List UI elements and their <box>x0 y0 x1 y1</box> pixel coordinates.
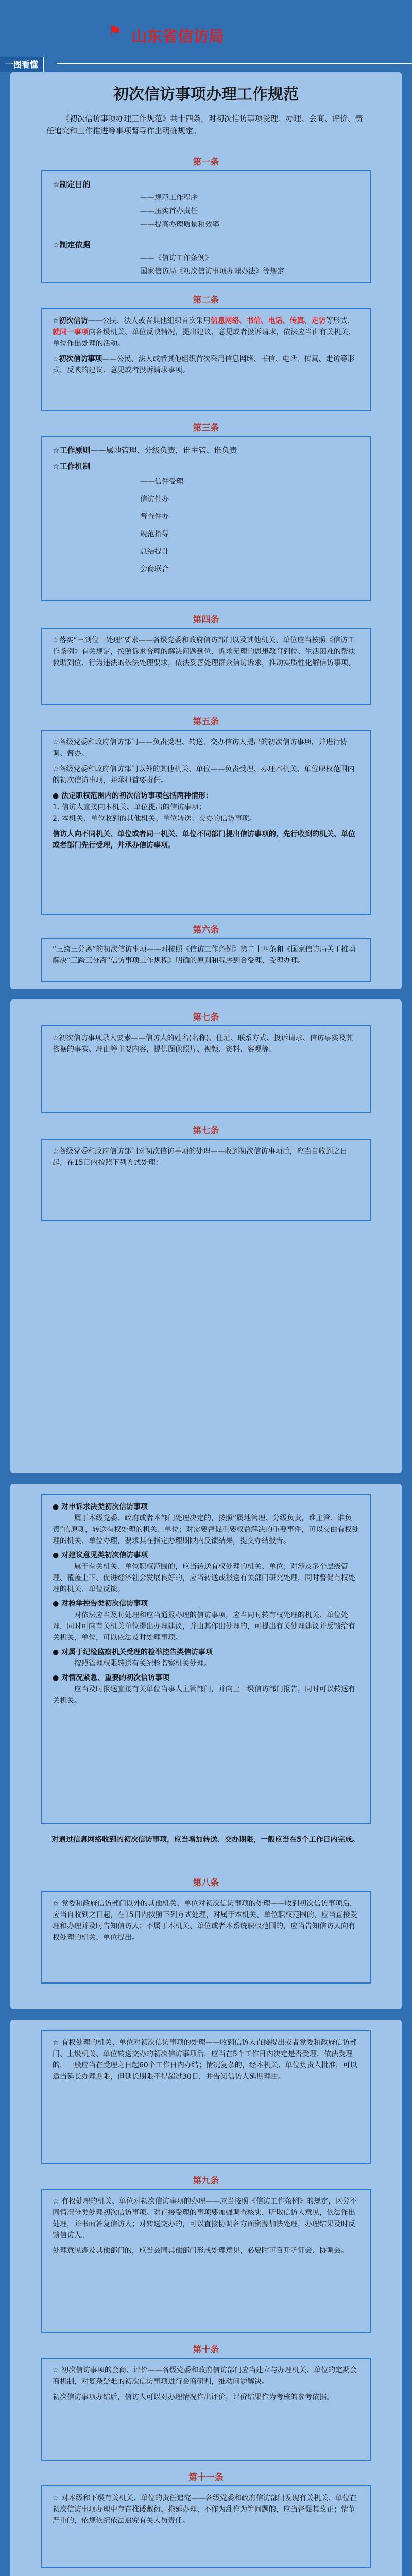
item-body: 属于有关机关、单位职权范围的，应当转送有权处理的机关、单位；对涉及多个层级管理、覆盖上下、促进经济社会发展良好的，应当转送或报送有关部门研究处理，同时督促有权处理的机关、单位反馈。 <box>53 1563 355 1594</box>
section-title: 第十条 <box>193 2345 219 2355</box>
summary-text: 对通过信息网络收到的初次信访事项，应当增加转送、交办期限，一般应当在5个工作日内完成。 <box>52 1836 359 1844</box>
def-text: 等形式， <box>325 317 355 325</box>
panel-intro <box>10 72 402 989</box>
item-body: 对依法应当及时处理和应当通报办理的信访事项，应当同时转有权处理的机关、单位处理，同时可向有关机关单位提出办理建议，并由其作出处理的，可提出有关处理建议并反馈给有关机关，单位，可以依法及时处理事项。 <box>53 1611 355 1642</box>
red-flag-icon: ⚑ <box>108 23 122 41</box>
sec10-text: 初次信访事项办结后，信访人可以对办理情况作出评价，评价结果作为考核的参考依据。 <box>53 2393 334 2401</box>
purpose-list <box>53 191 359 231</box>
list-item: ——《信访工作条例》 <box>140 254 212 262</box>
list-item: 信访件办 <box>140 495 169 503</box>
section-box <box>41 730 371 915</box>
list-item: 总结提升 <box>140 548 169 556</box>
panel-section-7 <box>10 999 402 1473</box>
section-title: 第十一条 <box>188 2472 224 2483</box>
section-title: 第三条 <box>193 423 219 433</box>
item-head: ● 对属于纪检监察机关受理的检举控告类信访事项 <box>53 1648 213 1656</box>
page-title: 初次信访事项办理工作规范 <box>113 86 299 104</box>
section-title: 第九条 <box>193 2176 219 2186</box>
principle-text: ——属地管理、分级负责，谁主管、谁负责 <box>90 446 237 455</box>
site-title: 山东省信访局 <box>131 28 224 46</box>
sec7-text: ☆初次信访事项录入要素——信访人的姓名(名称)、住址、联系方式、投诉请求、信访事实及其依据的事实、理由等主要内容，提供图像照片、视频、资料、客观等。 <box>53 1034 353 1054</box>
basis-list <box>53 251 359 278</box>
section-box <box>41 1891 371 1984</box>
section-title: 第七条 <box>193 1126 219 1136</box>
list-item: 国家信访局《初次信访事项办理办法》等规定 <box>140 267 284 276</box>
list-item: 规范指导 <box>140 530 169 538</box>
item-body: 属于本级党委、政府或者本部门处理决定的，按照“属地管理、分级负责，谁主管、谁负责”的原则，转送有权处理的机关、单位；对需要督促重要权益解决的重要事件，可以交由有权处理的机关、单位办理，要求其在指定办理期限内反馈结果，提交办结报告。 <box>53 1514 359 1545</box>
sec9-text: 处理意见涉及其他部门的，应当会同其他部门形成处理意见，必要时可召开听证会、协调会。 <box>53 2247 348 2255</box>
sec9-text: ☆ 有权处理的机关、单位对初次信访事项的处理——收到信访人直接提出或者党委和政府信访部门、上级机关、单位转送交办的初次信访事项后，应当在5个工作日内决定是否受理，依法受理的，一般应当在受理之日起60个工作日内办结；情况复杂的，经本机关、单位负责人批准，可以适当延长办理期限，但延长期限不得超过30日，并告知信访人延期理由。 <box>53 2039 357 2081</box>
item-body: 应当及时报送直接有关单位当事人主管部门，并向上一级信访部门报告，同时可以转送有关机关。 <box>53 1685 355 1705</box>
sec8-text: ☆ 党委和政府信访部门以外的其他机关、单位对初次信访事项的处理——收到初次信访事项后，应当自收到之日起，在15日内按照下列方式处理，对属于本机关、单位职权范围的，应当直接受理和办理并及时告知信访人；不属于本机关、单位或者本系统职权范围的，应当告知信访人向有权处理的机关、单位提出。 <box>53 1900 357 1942</box>
divider <box>57 63 412 64</box>
panel-sections-9-11 <box>10 2020 402 2576</box>
section-box <box>41 170 371 283</box>
sec9-text: ☆ 有权处理的机关、单位对初次信访事项的办理——应当按照《信访工作条例》的规定，区分不同情况分类处理初次信访事项。对直接受理的事项要加强调查核实，听取信访人意见，依法作出处理，并书面答复信访人；对转送交办的，可以直接协调各方面资源加快处理，办理结果及时反馈信访人。 <box>53 2197 357 2240</box>
panel-section-8 <box>10 1484 402 2009</box>
sec6-text: “三跨三分离”的初次信访事项——对按照《信访工作条例》第二十四条和《国家信访局关于推动解决“三跨三分离”信访事项工作规程》明确的原则和程序到合受理、受理办理。 <box>53 945 356 965</box>
sec7-text: ☆各级党委和政府信访部门对初次信访事项的处理——收到初次信访事项后，应当自收到之日起，在15日内按照下列方式处理： <box>53 1147 348 1167</box>
sec10-text: ☆ 初次信访事项的会商、评价——各级党委和政府信访部门应当建立与办理机关、单位的定期会商机制，对复杂疑难的初次信访事项进行会商研判，推动问题解决。 <box>53 2366 357 2386</box>
list-item: ——提高办理质量和效率 <box>140 221 219 229</box>
section-title: 第四条 <box>193 615 219 625</box>
section-box <box>41 1025 371 1113</box>
mechanism-label: ☆工作机制 <box>53 462 91 471</box>
sec11-text: ☆ 对本级和下级有关机关、单位的责任追究——各级党委和政府信访部门发现有关机关、单位在初次信访事项办理中存在推诿敷衍、拖延办理、不作为乱作为等问题的，应当督促其改正；情节严重的，依规依纪依法追究有关人员责任。 <box>53 2494 357 2525</box>
section-box <box>41 2485 371 2568</box>
list-item: ——压实首办责任 <box>140 207 198 215</box>
def-highlight: 信息网络、书信、电话、传真、走访 <box>210 317 326 325</box>
sec5-bullet: 2. 本机关、单位收到的其他机关、单位转送、交办的信访事项。 <box>53 815 256 823</box>
purpose-label: ☆制定目的 <box>53 180 91 189</box>
section-box <box>41 628 371 705</box>
mechanism-list <box>53 473 359 578</box>
intro-text: 《初次信访事项办理工作规范》共十四条，对初次信访事项受理、办理、会商、评价、责任追究和工作推进等事项督导作出明确规定。 <box>46 114 364 135</box>
sec5-text: 信访人向不同机关、单位或者同一机关、单位不同部门提出信访事项的，先行收到的机关、单位或者部门先行受理，并承办信访事项。 <box>53 830 355 850</box>
def-text: ——公民、法人或者其他组织首次采用信息网络、书信、电话、传真、走访等形式，反映的建议、意见或者投诉请求事项。 <box>53 355 355 375</box>
section-box <box>41 1494 371 1824</box>
list-item: 会商联合 <box>140 565 169 573</box>
section-box <box>41 436 371 601</box>
item-body: 按照管理权限转送有关纪检监察机关处理。 <box>74 1659 211 1668</box>
def-highlight: 就同一事项 <box>53 328 89 336</box>
def-text: 向各级机关、单位反映情况，提出建议、意见或者投诉请求，依法应当由有关机关、单位作出处理的活动。 <box>53 328 355 348</box>
item-head: ● 对建议意见类初次信访事项 <box>53 1551 148 1560</box>
section-title: 第七条 <box>193 1012 219 1023</box>
sec4-text: ☆落实“三到位一处理”要求——各级党委和政府信访部门以及其他机关、单位应当按照《信访工作条例》有关规定，按照诉求合理的解决问题到位、诉求无理的思想教育到位、生活困难的帮扶救助到位、行为违法的依法处理要求，依法妥善处理群众信访诉求，推动实质性化解信访事项。 <box>53 636 355 667</box>
list-item: 督查件办 <box>140 513 169 521</box>
section-tag: 一图看懂 <box>0 57 44 72</box>
principle-label: ☆工作原则 <box>53 446 91 455</box>
basis-label: ☆制定依据 <box>53 240 91 249</box>
section-box <box>41 938 371 982</box>
sec5-text: ☆各级党委和政府信访部门以外的其他机关、单位——负责受理、办理本机关、单位职权范围内的初次信访事项，并承担首要责任。 <box>53 765 355 785</box>
tag-row <box>0 57 412 70</box>
section-title: 第八条 <box>193 1878 219 1888</box>
section-box <box>41 2189 371 2333</box>
sec5-text: ☆各级党委和政府信访部门——负责受理、转送、交办信访人提出的初次信访事项，并进行协调、督办。 <box>53 738 348 758</box>
sec5-bullet-title: ● 法定职权范围内的初次信访事项包括两种情形： <box>53 792 213 800</box>
header <box>0 0 412 57</box>
section-box <box>41 2030 371 2164</box>
list-item: ——规范工作程序 <box>140 194 198 202</box>
section-box <box>41 2358 371 2461</box>
section-box <box>41 308 371 411</box>
item-head: ● 对情况紧急、重要的初次信访事项 <box>53 1674 170 1682</box>
section-title: 第一条 <box>193 157 219 167</box>
def-text: ——公民、法人或者其他组织首次采用 <box>88 317 211 325</box>
section-title: 第二条 <box>193 295 219 306</box>
section-box <box>41 1139 371 1221</box>
section-title: 第五条 <box>193 717 219 727</box>
sec5-bullet: 1. 信访人直接向本机关、单位提出的信访事项； <box>53 803 206 811</box>
section-title: 第六条 <box>193 925 219 935</box>
def-label: ☆初次信访事项 <box>53 355 102 363</box>
def-label: ☆初次信访 <box>53 317 88 325</box>
list-item: ——信件受理 <box>140 478 183 486</box>
item-head: ● 对检举控告类初次信访事项 <box>53 1600 148 1608</box>
item-head: ● 对申诉求决类初次信访事项 <box>53 1503 148 1511</box>
